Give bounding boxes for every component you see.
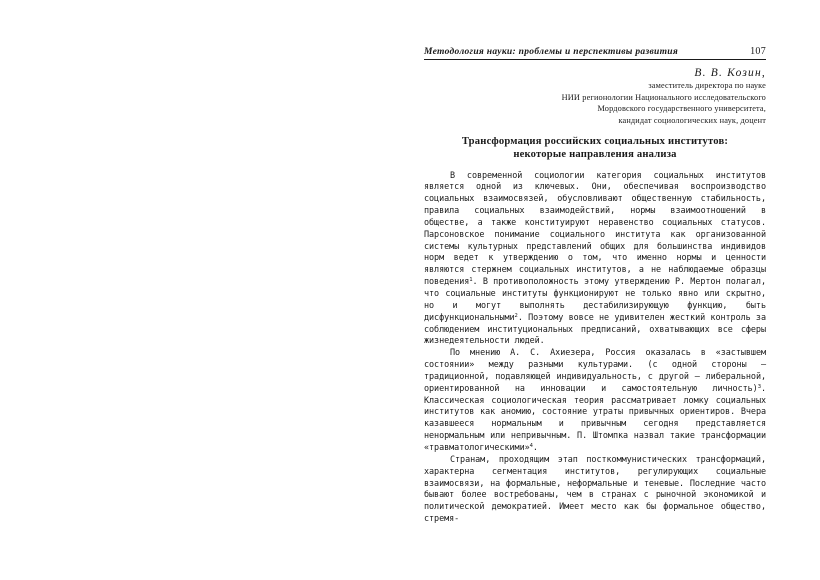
author-university: Мордовского государственного университета,: [597, 104, 766, 114]
article-body: [424, 170, 766, 525]
paragraph-text: . В противоположность этому утверждению Р. Мертон полагал, что социальные институты функционируют не только явно или скрытно, но и могут выполнять дестабилизирующую функцию, быть дисфункциональными: [424, 276, 766, 322]
paragraph-text: . Классическая социологическая теория рассматривает ломку социальных институтов как аномию, состояние утраты привычных ориентиров. Вчера казавшееся нормальным и привычным сегодня представляется ненормальным или непривычным. П. Штомпка назвал такие трансформации «травматологическими»: [424, 382, 766, 452]
footnote-ref: 1: [469, 277, 473, 284]
page-number: 107: [750, 46, 766, 57]
paragraph-text: .: [532, 441, 538, 452]
paragraph-2: [424, 347, 766, 454]
article-title: [424, 136, 766, 161]
author-name: В. В. Козин,: [694, 67, 766, 79]
author-block: [424, 67, 766, 126]
footnote-ref: 3: [757, 383, 761, 390]
running-title: Методология науки: проблемы и перспективы развития: [424, 47, 679, 57]
paragraph-text: . Поэтому вовсе не удивителен жесткий контроль за соблюдением институциональных предписаний, охватывающих все сферы жизнедеятельности людей.: [424, 311, 766, 346]
paragraph-text: По мнению А. С. Ахиезера, Россия оказалась в «застывшем состоянии» между разными культурами. (с одной стороны — традиционной, подавляющей индивидуальность, с другой — либеральной, ориентированной на инновации и самостоятельную личность): [424, 347, 766, 393]
author-degree: кандидат социологических наук, доцент: [618, 115, 766, 125]
title-line-2: некоторые направления анализа: [513, 148, 677, 160]
paragraph-3: [424, 454, 766, 525]
text-column: [424, 46, 766, 525]
title-line-1: Трансформация российских социальных институтов:: [461, 136, 729, 148]
author-position: заместитель директора по науке: [648, 81, 766, 90]
footnote-ref: 2: [514, 312, 518, 319]
paragraph-1: [424, 170, 766, 348]
paragraph-text: Странам, проходящим этап посткоммунистических трансформаций, характерна сегментация институтов, регулирующих социальные взаимосвязи, на формальные, неформальные и теневые. Последние часто бывают более востребованы, чем в странах с рыночной экономикой и политической демократией. Имеет место как бы формальное общество, стремя-: [424, 453, 766, 524]
running-header: [424, 46, 766, 60]
author-institute: НИИ регионологии Национального исследовательского: [561, 92, 766, 102]
footnote-ref: 4: [529, 442, 533, 449]
paragraph-text: В современной социологии категория социальных институтов является одной из ключевых. Они, обеспечивая воспроизводство социальных взаимосвязей, обусловливают общественную стабильность, правила социальных взаимодействий, нормы взаимоотношений в обществе, а также конституируют неравенство социальных статусов. Парсоновское понимание социального института как организованной системы культурных представлений общих для большинства индивидов норм ведет к утверждению о том, что именно нормы и ценности являются стержнем социальных институтов, а не наблюдаемые образцы поведения: [424, 169, 766, 287]
